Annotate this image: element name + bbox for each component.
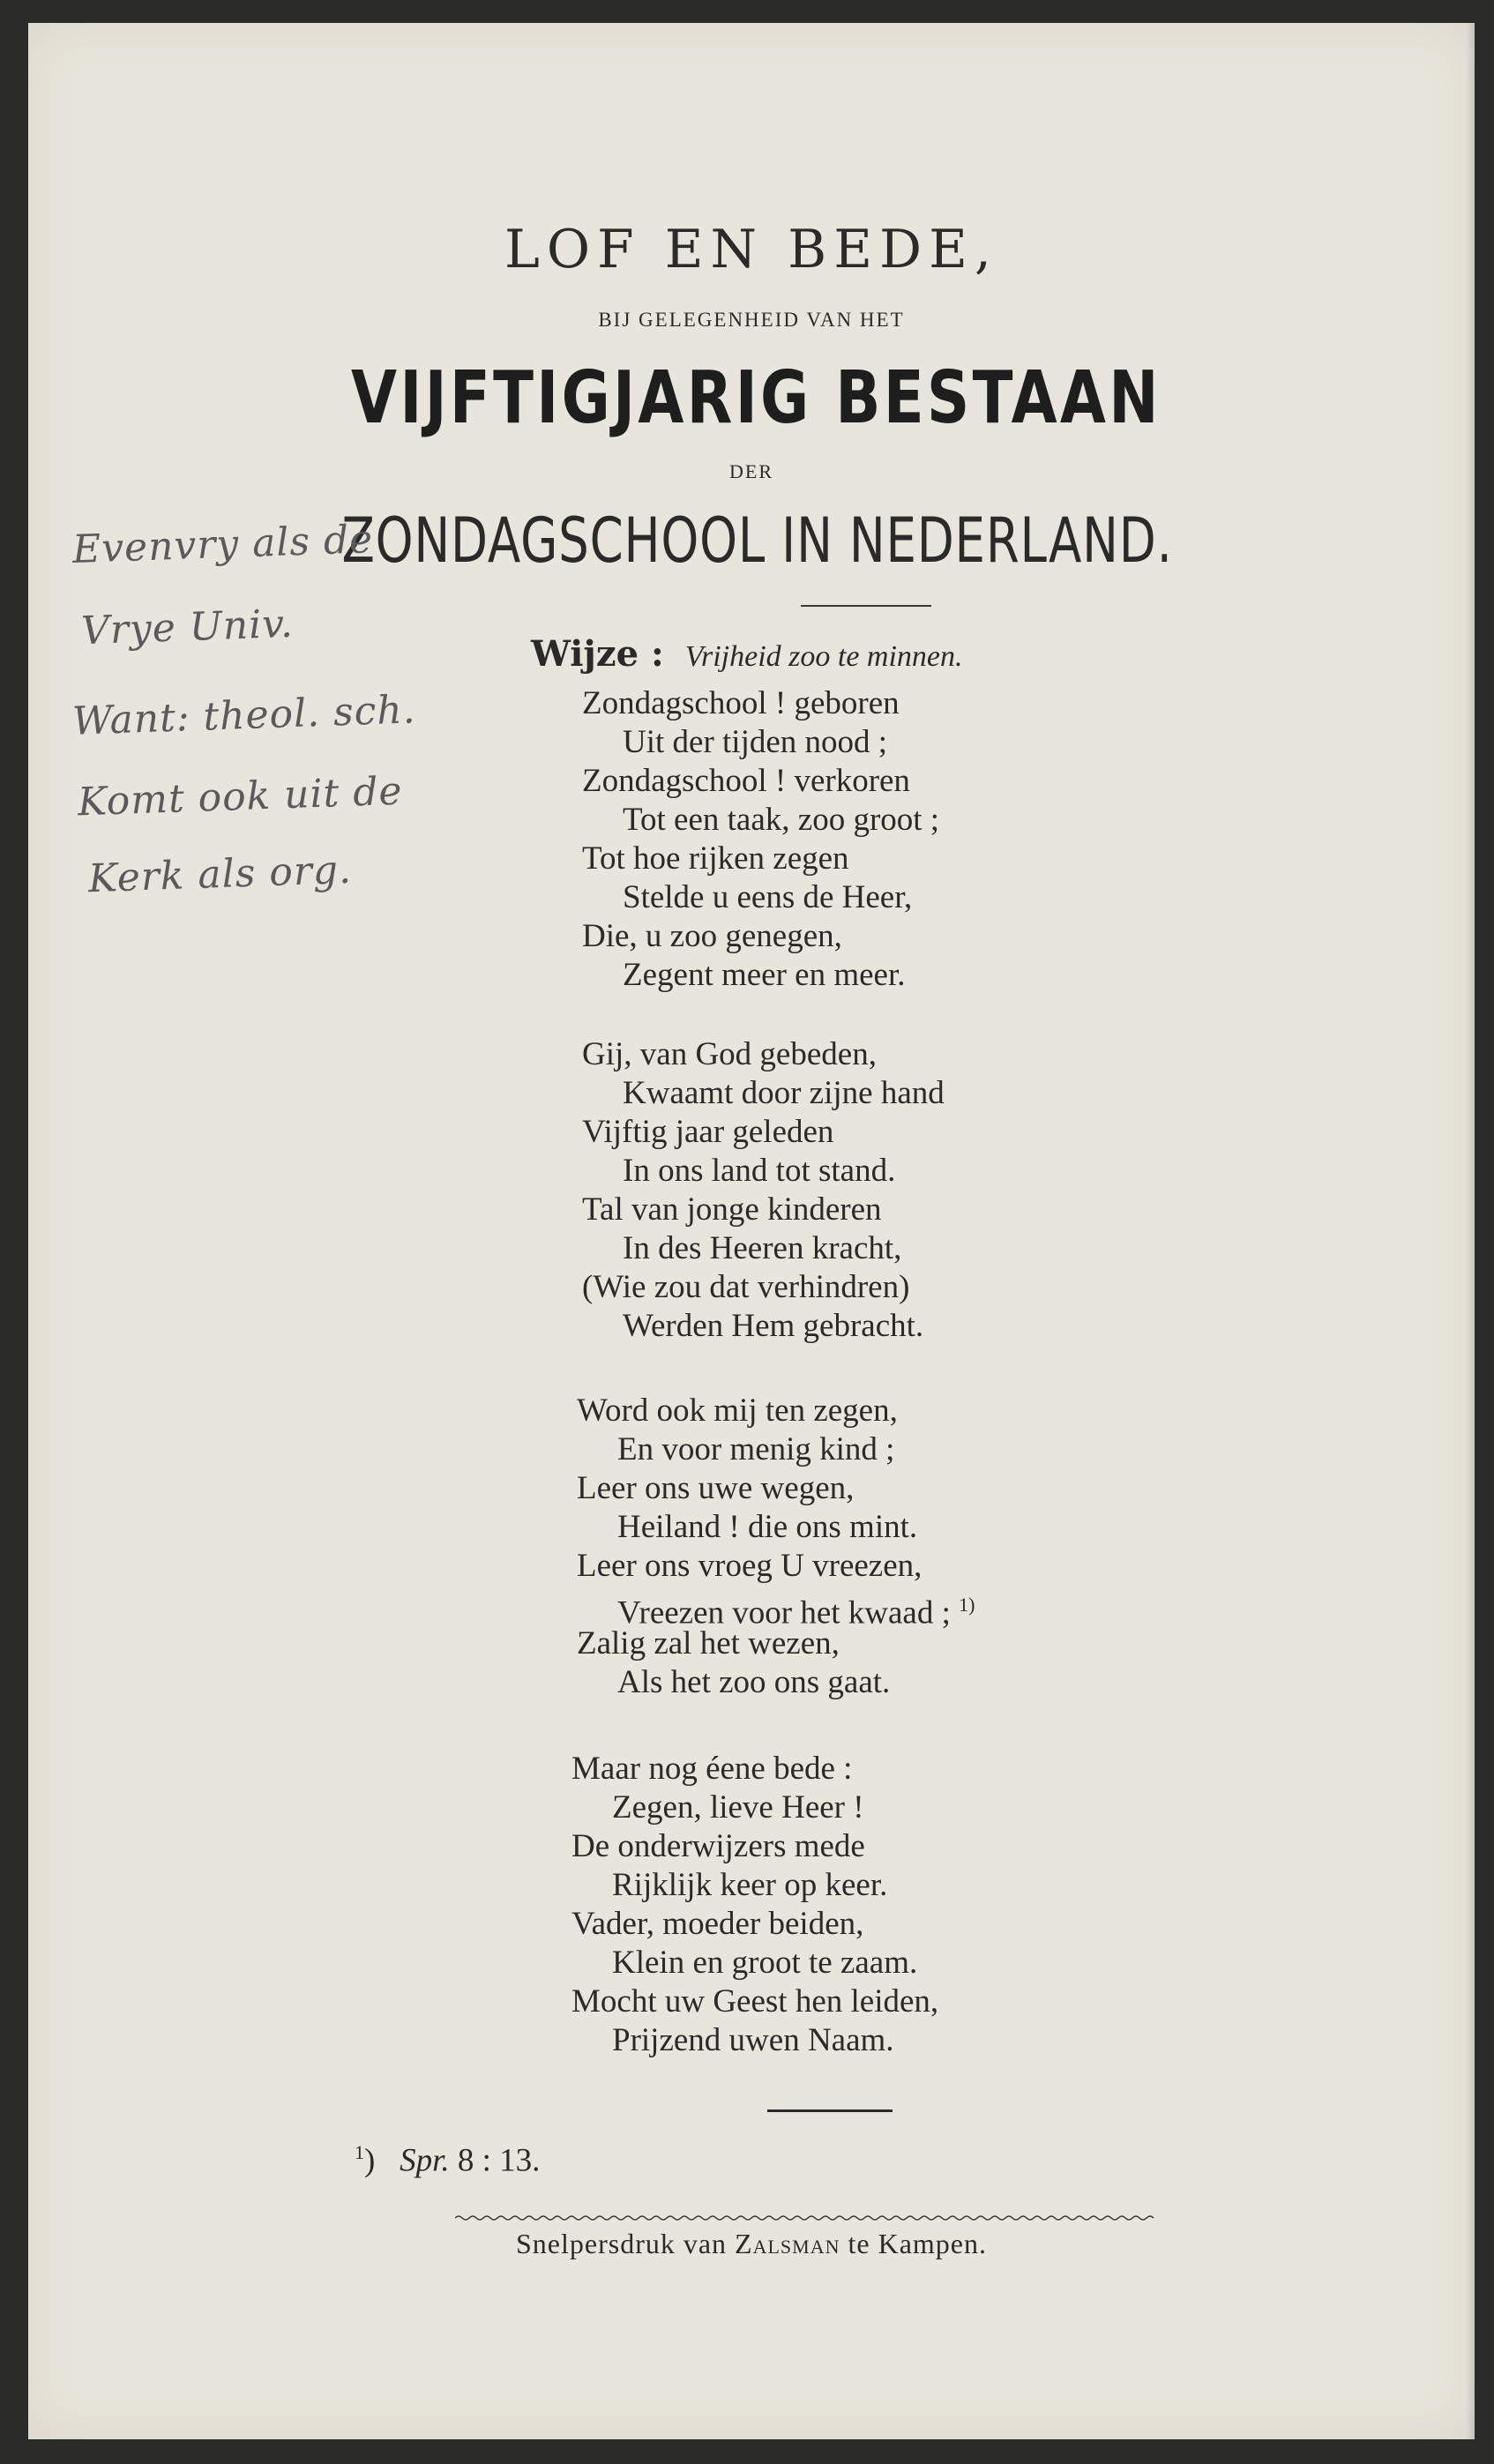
poem-line: Rijklijk keer op keer. <box>612 1867 888 1903</box>
title-lof-en-bede: LOF EN BEDE, <box>504 219 998 280</box>
footnote <box>355 2141 540 2179</box>
poem-line: Tal van jonge kinderen <box>582 1191 882 1228</box>
melody-line <box>531 633 963 675</box>
handwritten-note-line: Kerk als org. <box>87 847 353 902</box>
printed-sheet <box>28 23 1475 2439</box>
wavy-rule <box>455 2214 1157 2222</box>
printer-imprint <box>28 2228 1475 2260</box>
poem-line: Vader, moeder beiden, <box>571 1906 864 1942</box>
footnote-marker: 1 <box>355 2141 364 2163</box>
melody-title: Vrijheid zoo te minnen. <box>684 640 963 673</box>
poem-line: Leer ons vroeg U vreezen, <box>577 1548 923 1584</box>
poem-line-text: Vreezen voor het kwaad ; <box>617 1594 951 1631</box>
title-anniversary: VIJFTIGJARIG BESTAAN <box>351 356 1162 440</box>
poem-line: (Wie zou dat verhindren) <box>582 1269 910 1305</box>
paper-edge <box>1466 23 1475 2439</box>
poem-line: Kwaamt door zijne hand <box>623 1075 945 1111</box>
poem-line: Zalig zal het wezen, <box>577 1625 840 1661</box>
poem-line: Tot een taak, zoo groot ; <box>623 802 940 838</box>
divider-rule <box>801 605 931 607</box>
poem-line: Als het zoo ons gaat. <box>617 1664 891 1700</box>
poem-line: Uit der tijden nood ; <box>623 724 888 760</box>
poem-line: Die, u zoo genegen, <box>582 918 842 954</box>
footnote-reference-text: 8 : 13. <box>457 2142 541 2179</box>
handwritten-note-line: Evenvry als de <box>71 517 374 572</box>
title-sunday-school: ZONDAGSCHOOL IN NEDERLAND. <box>341 504 1173 577</box>
handwritten-note-line: Vrye Univ. <box>80 601 295 654</box>
poem-line: Stelde u eens de Heer, <box>623 879 913 915</box>
poem-line: Leer ons uwe wegen, <box>577 1470 855 1506</box>
poem-line: Zondagschool ! verkoren <box>582 763 910 799</box>
poem-line: Mocht uw Geest hen leiden, <box>571 1983 939 2020</box>
footnote-book: Spr. <box>400 2142 450 2179</box>
poem-line: Werden Hem gebracht. <box>623 1308 924 1344</box>
poem-line: Word ook mij ten zegen, <box>577 1393 898 1429</box>
footnote-reference: 1) <box>959 1594 975 1616</box>
poem-line: Prijzend uwen Naam. <box>612 2022 894 2058</box>
poem-line: Klein en groot te zaam. <box>612 1945 918 1981</box>
poem-line: Gij, van God gebeden, <box>582 1036 877 1072</box>
subtitle-occasion: BIJ GELEGENHEID VAN HET <box>598 309 905 331</box>
footnote-marker-close: ) <box>364 2142 376 2179</box>
poem-line: En voor menig kind ; <box>617 1431 895 1467</box>
handwritten-note-line: Want: theol. sch. <box>71 687 417 744</box>
divider-rule-bottom <box>767 2109 893 2112</box>
poem-line <box>617 1586 975 1631</box>
handwritten-note-line: Komt ook uit de <box>77 768 404 825</box>
poem-line: Zegen, lieve Heer ! <box>612 1789 864 1826</box>
printer-name: Zalsman <box>735 2228 840 2259</box>
poem-line: In ons land tot stand. <box>623 1153 896 1189</box>
poem-line: Heiland ! die ons mint. <box>617 1509 918 1545</box>
poem-line: Zegent meer en meer. <box>623 957 906 993</box>
poem-line: Tot hoe rijken zegen <box>582 840 849 877</box>
poem-line: Vijftig jaar geleden <box>582 1114 834 1150</box>
melody-label: Wijze : <box>531 633 664 675</box>
subtitle-der: DER <box>729 460 773 482</box>
printer-text-before: Snelpersdruk van <box>515 2228 736 2259</box>
poem-line: In des Heeren kracht, <box>623 1230 902 1266</box>
poem-line: De onderwijzers mede <box>571 1828 865 1864</box>
poem-line: Maar nog éene bede : <box>571 1751 853 1787</box>
printer-text-after: te Kampen. <box>840 2228 987 2259</box>
poem-line: Zondagschool ! geboren <box>582 685 900 721</box>
